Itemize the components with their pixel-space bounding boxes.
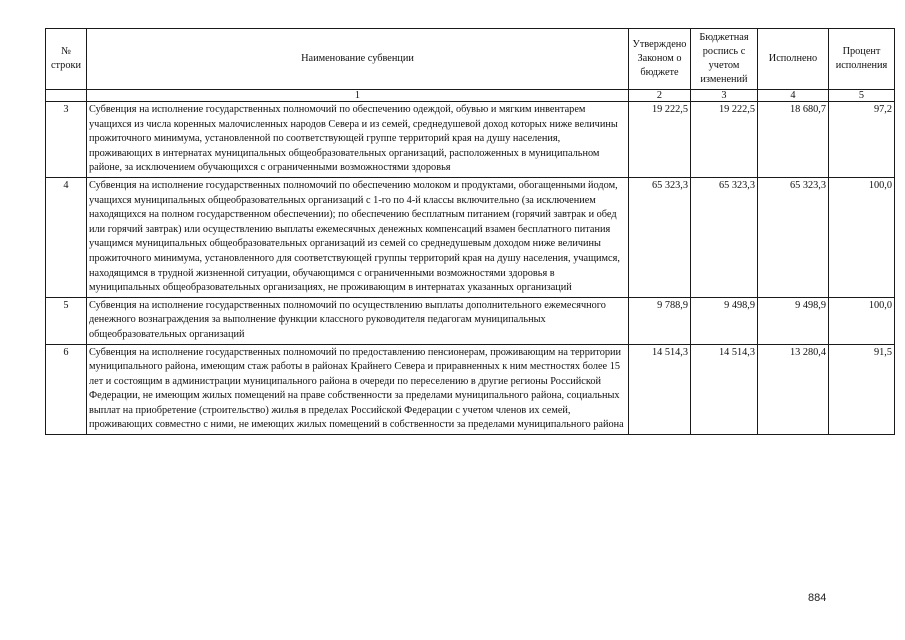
row-number: 3 bbox=[46, 102, 87, 178]
row-number: 4 bbox=[46, 177, 87, 297]
table-row bbox=[46, 177, 895, 297]
header-approved-by-law: Утверждено Законом о бюджете bbox=[629, 29, 691, 90]
column-number: 4 bbox=[758, 90, 829, 102]
approved-value: 19 222,5 bbox=[629, 102, 691, 178]
column-number: 3 bbox=[691, 90, 758, 102]
executed-value: 18 680,7 bbox=[758, 102, 829, 178]
header-executed: Исполнено bbox=[758, 29, 829, 90]
budget-value: 9 498,9 bbox=[691, 297, 758, 344]
percent-value: 100,0 bbox=[829, 177, 895, 297]
header-row bbox=[46, 29, 895, 90]
subvention-name: Субвенция на исполнение государственных полномочий по осуществлению выплаты дополнительного ежемесячного денежного вознаграждения за выполнение функции классного руководителя педагогам муниципальных общеобразовательных организаций bbox=[87, 297, 629, 344]
subvention-name: Субвенция на исполнение государственных полномочий по обеспечению одеждой, обувью и мягким инвентарем учащихся из числа коренных малочисленных народов Севера и из семей, среднедушевой доход которых ниже величины прожиточного минимума, установленной по соответствующей группе территорий края на душу населения, проживающих в интернатах муниципальных общеобразовательных организаций, расположенных в муниципальном районе, за исключением обучающихся с ограниченными возможностями здоровья bbox=[87, 102, 629, 178]
budget-value: 19 222,5 bbox=[691, 102, 758, 178]
row-number: 6 bbox=[46, 344, 87, 435]
column-number-empty bbox=[46, 90, 87, 102]
header-subvention-name: Наименование субвенции bbox=[87, 29, 629, 90]
header-row-number: № строки bbox=[46, 29, 87, 90]
percent-value: 91,5 bbox=[829, 344, 895, 435]
table-row bbox=[46, 297, 895, 344]
approved-value: 9 788,9 bbox=[629, 297, 691, 344]
column-number: 2 bbox=[629, 90, 691, 102]
subventions-table bbox=[45, 28, 895, 435]
page-number: 884 bbox=[808, 592, 827, 604]
executed-value: 65 323,3 bbox=[758, 177, 829, 297]
column-number: 1 bbox=[87, 90, 629, 102]
percent-value: 97,2 bbox=[829, 102, 895, 178]
budget-value: 65 323,3 bbox=[691, 177, 758, 297]
table-row bbox=[46, 102, 895, 178]
header-execution-percent: Процент исполнения bbox=[829, 29, 895, 90]
subvention-name: Субвенция на исполнение государственных полномочий по обеспечению молоком и продуктами, обогащенными йодом, учащихся муниципальных общеобразовательных организаций с 1-го по 4-й классы включительно (за исключением находящихся на полном государственном обеспечении); по обеспечению бесплатным питанием (горячий завтрак и обед или горячий завтрак) или осуществлению выплаты ежемесячных денежных компенсаций взамен бесплатного питания учащимся муниципальных общеобразовательных организаций из семей со среднедушевым доходом ниже величины прожиточного минимума, установленного для соответствующей группы территорий края на душу населения, учащимся, находящимся в трудной жизненной ситуации, обучающимся с ограниченными возможностями здоровья в муниципальных общеобразовательных организациях, не проживающим в интернатах указанных организаций bbox=[87, 177, 629, 297]
subvention-name: Субвенция на исполнение государственных полномочий по предоставлению пенсионерам, проживающим на территории муниципального района, имеющим стаж работы в районах Крайнего Севера и приравненных к ним местностях более 15 лет и состоящим в администрации муниципального района в очереди по переселению в другие регионы Российской Федерации, не имеющим жилых помещений на праве собственности за пределами муниципального района, социальных выплат на приобретение (строительство) жилья в пределах Российской Федерации с учетом членов их семей, проживающих совместно с ними, не имеющих жилых помещений в собственности за пределами муниципального района bbox=[87, 344, 629, 435]
column-numbers-row bbox=[46, 90, 895, 102]
approved-value: 14 514,3 bbox=[629, 344, 691, 435]
percent-value: 100,0 bbox=[829, 297, 895, 344]
table-row bbox=[46, 344, 895, 435]
header-budget-schedule: Бюджетная роспись с учетом изменений bbox=[691, 29, 758, 90]
column-number: 5 bbox=[829, 90, 895, 102]
approved-value: 65 323,3 bbox=[629, 177, 691, 297]
executed-value: 13 280,4 bbox=[758, 344, 829, 435]
budget-value: 14 514,3 bbox=[691, 344, 758, 435]
executed-value: 9 498,9 bbox=[758, 297, 829, 344]
row-number: 5 bbox=[46, 297, 87, 344]
